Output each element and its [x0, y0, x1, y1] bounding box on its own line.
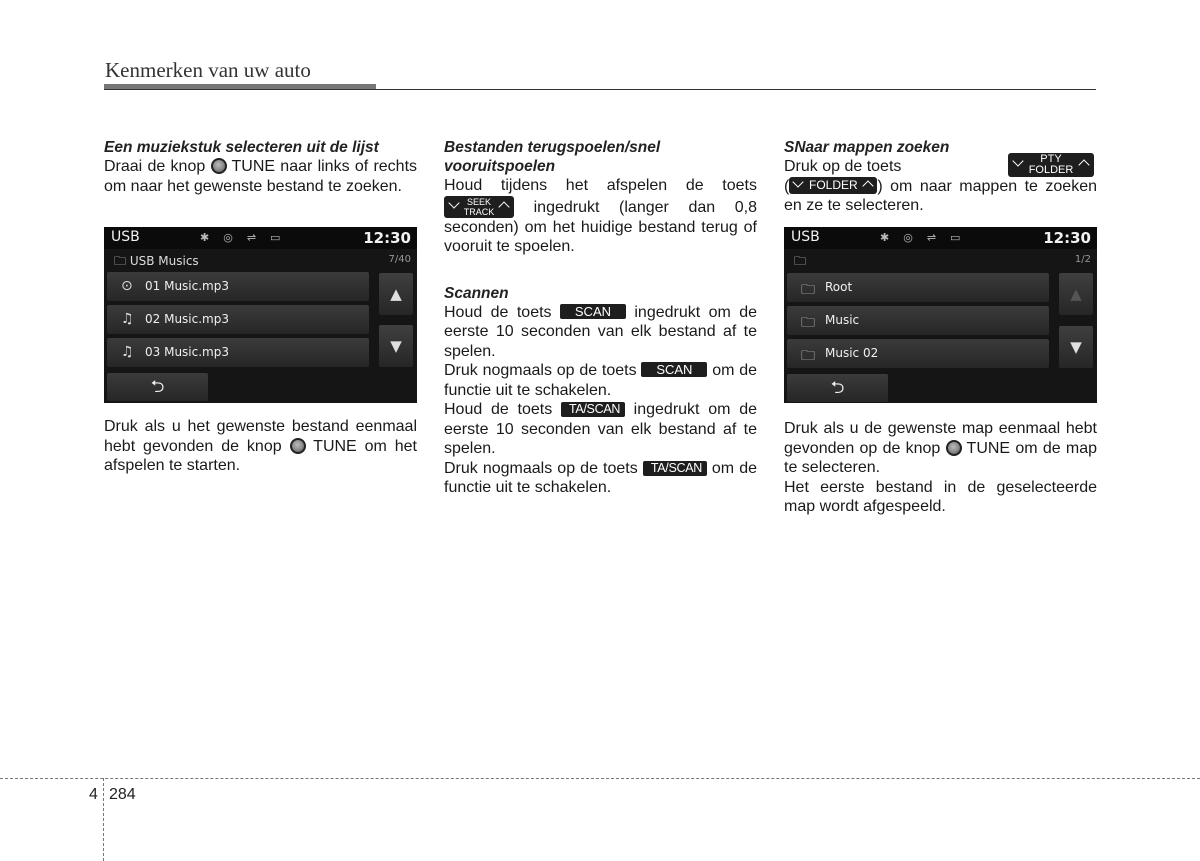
text: Druk als u het gewenste bestand eenmaal hebt gevonden de knop [104, 418, 417, 455]
text: Druk op de toets [784, 158, 902, 175]
folder-key [789, 177, 877, 194]
scroll-up-button[interactable]: ▲ [379, 273, 413, 315]
text: ) om naar mappen te zoeken en ze te selecteren. [784, 177, 1097, 214]
file-list-item[interactable] [107, 305, 369, 334]
section-heading: Scannen [444, 284, 509, 302]
file-name: 03 Music.mp3 [145, 345, 229, 359]
column-select-from-list-continued [104, 417, 417, 476]
source-label: USB [791, 229, 820, 245]
disc-icon: ◎ [223, 231, 247, 244]
header-rule [104, 89, 1096, 90]
folder-list-item[interactable] [787, 306, 1049, 335]
text: om de functie uit te schakelen. [444, 459, 758, 496]
bluetooth-icon: ✱ [200, 231, 224, 244]
source-label: USB [111, 229, 140, 245]
ta-scan-key: TA/SCAN [561, 402, 625, 417]
folder-name: Music [825, 313, 860, 327]
key-label: FOLDER [808, 177, 858, 192]
section-heading: SNaar mappen zoeken [784, 139, 950, 156]
footer-rule [0, 778, 1200, 779]
tune-knob-icon [211, 158, 227, 174]
folder-list-item[interactable] [787, 339, 1049, 368]
bluetooth-icon: ✱ [880, 231, 904, 244]
status-icons [200, 231, 294, 244]
text: Druk als u de gewenste map eenmaal hebt gevonden op de knop [784, 420, 1097, 457]
key-label: PTY [1040, 153, 1062, 165]
paragraph: Het eerste bestand in de geselecteerde map wordt afgespeeld. [784, 478, 1097, 515]
folder-icon: 🗀 [801, 348, 815, 364]
footer-divider [103, 778, 104, 861]
status-bar [784, 227, 1097, 249]
column-rewind-forward [444, 138, 757, 498]
paragraph [104, 417, 417, 476]
text: ingedrukt om de eerste 10 seconden van elk bestand af te spelen. [444, 401, 757, 457]
section-heading: Bestanden terugspoelen/snel vooruitspoelen [444, 139, 661, 175]
chapter-number: 4 [89, 786, 98, 803]
folder-icon: 🗀 [801, 282, 815, 298]
folder-name: Music 02 [825, 346, 879, 360]
paragraph [444, 303, 757, 362]
pty-folder-key [1008, 153, 1094, 177]
text: Houd de toets [444, 401, 553, 418]
usb-folder-list-screen [784, 227, 1097, 403]
file-list-item[interactable] [107, 272, 369, 301]
folder-name: USB Musics [129, 254, 199, 268]
folder-count: 1/2 [1074, 254, 1091, 265]
back-arrow-icon: ⮌ [150, 377, 165, 397]
ta-scan-key: TA/SCAN [643, 461, 707, 476]
folder-name: Root [825, 280, 853, 294]
paragraph [444, 176, 757, 257]
text: TUNE naar links of rechts om naar het gewenste bestand te zoeken. [104, 158, 418, 195]
music-note-icon: ♫ [121, 311, 134, 327]
status-icons [880, 231, 974, 244]
text: Houd de toets [444, 303, 552, 321]
clock: 12:30 [1043, 229, 1091, 247]
scan-key: SCAN [641, 362, 707, 377]
scan-key: SCAN [560, 304, 626, 319]
paragraph [444, 400, 757, 459]
scroll-down-button[interactable]: ▼ [1059, 326, 1093, 368]
text: TUNE om de map te selecteren. [784, 439, 1097, 476]
text: ( [784, 177, 790, 195]
folder-icon: 🗀 [114, 254, 127, 268]
text: om de functie uit te schakelen. [444, 362, 757, 399]
status-bar [104, 227, 417, 249]
key-label: FOLDER [1028, 164, 1074, 176]
file-name: 02 Music.mp3 [145, 312, 229, 326]
paragraph [784, 177, 1097, 216]
back-button[interactable] [107, 373, 208, 401]
file-name: 01 Music.mp3 [145, 279, 229, 293]
tune-knob-icon [290, 438, 306, 454]
scroll-down-button[interactable]: ▼ [379, 325, 413, 367]
folder-icon: 🗀 [794, 254, 807, 268]
paragraph [444, 361, 757, 400]
usb-icon: ⇌ [926, 231, 951, 244]
battery-icon: ▭ [950, 231, 975, 244]
music-note-icon: ♫ [121, 344, 134, 360]
clock: 12:30 [363, 229, 411, 247]
back-arrow-icon: ⮌ [830, 378, 845, 398]
usb-file-list-screen [104, 227, 417, 403]
text: ingedrukt (langer dan 0,8 seconden) om het huidige bestand terug of vooruit te spoelen. [444, 198, 757, 255]
section-heading: Een muziekstuk selecteren uit de lijst [104, 139, 379, 156]
usb-icon: ⇌ [246, 231, 271, 244]
back-button[interactable] [787, 374, 888, 402]
text: Draai de knop [104, 158, 206, 175]
play-icon: ⊙ [121, 278, 133, 294]
page-header-title: Kenmerken van uw auto [105, 58, 311, 82]
current-folder [114, 252, 199, 273]
paragraph [444, 459, 757, 498]
folder-list-item[interactable] [787, 273, 1049, 302]
scroll-up-button[interactable]: ▲ [1059, 273, 1093, 315]
column-folder-search-continued [784, 419, 1097, 517]
column-select-from-list [104, 138, 417, 196]
key-label: SEEK [466, 196, 491, 207]
text: ingedrukt om de eerste 10 seconden van elk bestand af te spelen. [444, 303, 758, 360]
text: Druk nogmaals op de toets [444, 362, 637, 379]
text: TUNE om het afspelen te starten. [104, 437, 418, 474]
battery-icon: ▭ [270, 231, 295, 244]
paragraph [784, 419, 1097, 478]
tune-knob-icon [946, 440, 962, 456]
text: Houd tijdens het afspelen de toets [444, 177, 757, 194]
folder-icon: 🗀 [801, 315, 815, 331]
page-number: 284 [109, 786, 136, 803]
current-folder [794, 252, 806, 273]
file-list-item[interactable] [107, 338, 369, 367]
track-count: 7/40 [388, 254, 411, 265]
key-label: TRACK [463, 206, 495, 217]
disc-icon: ◎ [903, 231, 927, 244]
paragraph [104, 157, 417, 196]
seek-track-key [444, 196, 514, 218]
text: Druk nogmaals op de toets [444, 459, 638, 477]
